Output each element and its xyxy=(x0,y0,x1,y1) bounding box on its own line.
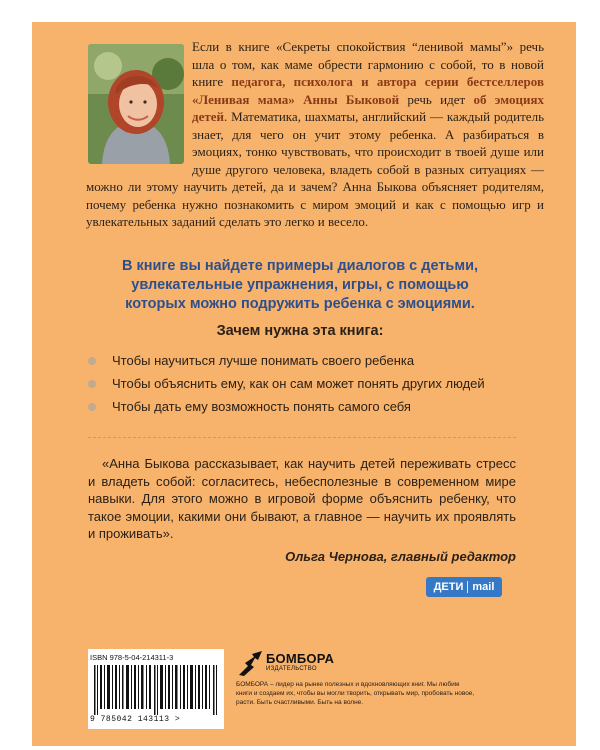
badge-separator xyxy=(467,581,468,593)
isbn-label: ISBN 978-5-04-214311-3 xyxy=(90,653,174,662)
why-item xyxy=(88,349,528,372)
quote-text: «Анна Быкова рассказывает, как научить детей переживать стресс и владеть собой: согласитесь, небесполезные в современном мире навыки. Для этого можно в игровой форме объяснить ребенку, что такое эмоции, какими они бывают, а главное — научить их проявлять и проживать». xyxy=(88,456,516,541)
intro-highlight-author: педагога, психолога и автора серии бестселлеров «Ленивая мама» Анны Быковой xyxy=(192,74,544,107)
badge-right-label: mail xyxy=(472,581,495,593)
quote-author: Ольга Чернова, главный редактор xyxy=(285,549,516,564)
intro-text-2: речь идет xyxy=(399,91,474,107)
intro-text-1: Если в книге «Секреты спокойствия “ленивой мамы”» речь шла о том, как маме обрести гармонию с собой, то в новой книге xyxy=(192,39,544,89)
why-list xyxy=(88,349,528,418)
publisher-name: БОМБОРА xyxy=(266,651,335,666)
intro-text-3: . Математика, шахматы, английский — каждый родитель знает, для чего он учит этому ребенка. А разбираться в эмоциях, тонко чувствовать, что происходит в твоей душе или душе другого человека, владеть собой в разных ситуациях — можно ли этому научить детей, да и зачем? Анна Быкова объясняет родителям, почему ребенка нужно познакомить с миром эмоций и как с помощью игр и увлекательных заданий сделать это легко и весело. xyxy=(86,109,544,229)
why-item-text: Чтобы научиться лучше понимать своего ребенка xyxy=(112,353,415,368)
why-item-text: Чтобы объяснить ему, как он сам может понять других людей xyxy=(112,376,485,391)
bullet-dot-icon xyxy=(88,357,96,365)
deti-mail-badge xyxy=(426,577,502,597)
photo-spacer xyxy=(86,38,192,168)
barcode-digits: 9 785042 143113 > xyxy=(90,715,181,724)
barcode-panel xyxy=(88,649,224,729)
editor-quote xyxy=(88,455,516,543)
book-callout: В книге вы найдете примеры диалогов с детьми, увлекательные упражнения, игры, с помощью которых можно подружить ребенка с эмоциями. xyxy=(121,258,479,312)
bullet-dot-icon xyxy=(88,403,96,411)
bullet-dot-icon xyxy=(88,380,96,388)
intro-highlight-topic: об эмоциях детей xyxy=(192,91,545,124)
intro-paragraph xyxy=(86,38,544,231)
publisher-subtitle: ИЗДАТЕЛЬСТВО xyxy=(266,666,317,672)
why-item xyxy=(88,395,528,418)
why-item xyxy=(88,372,528,395)
bombora-logo-icon xyxy=(236,648,266,678)
barcode-icon xyxy=(94,665,220,715)
publisher-description: БОМБОРА – лидер на рынке полезных и вдохновляющих книг. Мы любим книги и создаем их, чтобы вы могли творить, открывать мир, пробовать новое, расти. Быть счастливыми. Быть на волне. xyxy=(236,681,475,706)
why-title: Зачем нужна эта книга: xyxy=(216,323,384,339)
dashed-divider xyxy=(88,437,516,438)
badge-left-label: ДЕТИ xyxy=(433,581,464,593)
why-item-text: Чтобы дать ему возможность понять самого себя xyxy=(112,399,411,414)
